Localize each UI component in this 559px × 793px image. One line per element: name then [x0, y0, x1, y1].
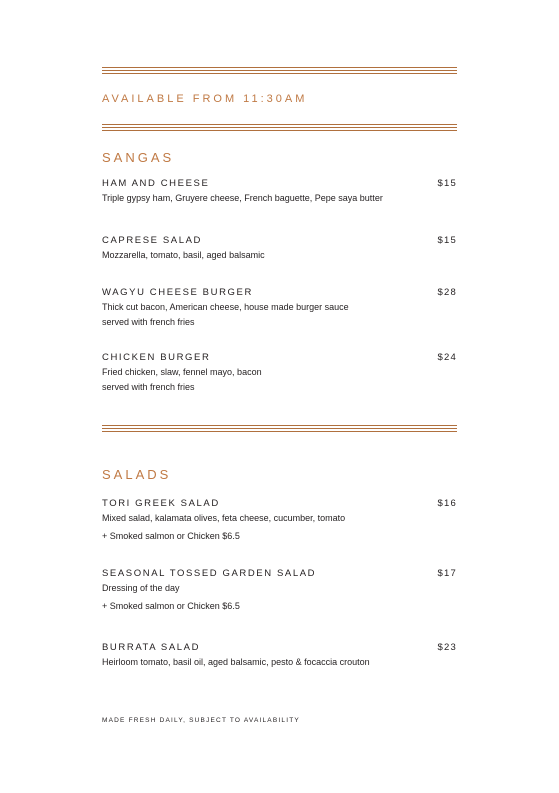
item-name: TORI GREEK SALAD	[102, 498, 220, 509]
section-title-sangas: SANGAS	[102, 150, 175, 165]
item-price: $16	[437, 498, 457, 509]
item-price: $23	[437, 642, 457, 653]
availability-heading: AVAILABLE FROM 11:30AM	[102, 93, 308, 105]
item-description: Thick cut bacon, American cheese, house made burger sauce served with french fries	[102, 302, 349, 327]
item-description: Dressing of the day	[102, 583, 180, 593]
item-description: Mozzarella, tomato, basil, aged balsamic	[102, 250, 265, 260]
item-addon: + Smoked salmon or Chicken $6.5	[102, 531, 240, 541]
item-price: $15	[437, 178, 457, 189]
item-price: $15	[437, 235, 457, 246]
item-description: Triple gypsy ham, Gruyere cheese, French baguette, Pepe saya butter	[102, 193, 383, 203]
item-price: $24	[437, 352, 457, 363]
divider-rule-salads	[102, 425, 457, 432]
item-description: Heirloom tomato, basil oil, aged balsamic, pesto & focaccia crouton	[102, 657, 370, 667]
item-name: BURRATA SALAD	[102, 642, 201, 653]
item-name: HAM AND CHEESE	[102, 178, 210, 189]
item-name: SEASONAL TOSSED GARDEN SALAD	[102, 568, 317, 579]
section-title-salads: SALADS	[102, 467, 172, 482]
divider-rule-top	[102, 67, 457, 74]
divider-rule-sangas	[102, 124, 457, 131]
item-name: WAGYU CHEESE BURGER	[102, 287, 253, 298]
item-name: CAPRESE SALAD	[102, 235, 202, 246]
item-price: $17	[437, 568, 457, 579]
item-description: Mixed salad, kalamata olives, feta cheese, cucumber, tomato	[102, 513, 346, 523]
footer-note: MADE FRESH DAILY, SUBJECT TO AVAILABILITY	[102, 717, 300, 724]
item-price: $28	[437, 287, 457, 298]
item-name: CHICKEN BURGER	[102, 352, 211, 363]
item-addon: + Smoked salmon or Chicken $6.5	[102, 601, 240, 611]
item-description: Fried chicken, slaw, fennel mayo, bacon served with french fries	[102, 367, 262, 392]
